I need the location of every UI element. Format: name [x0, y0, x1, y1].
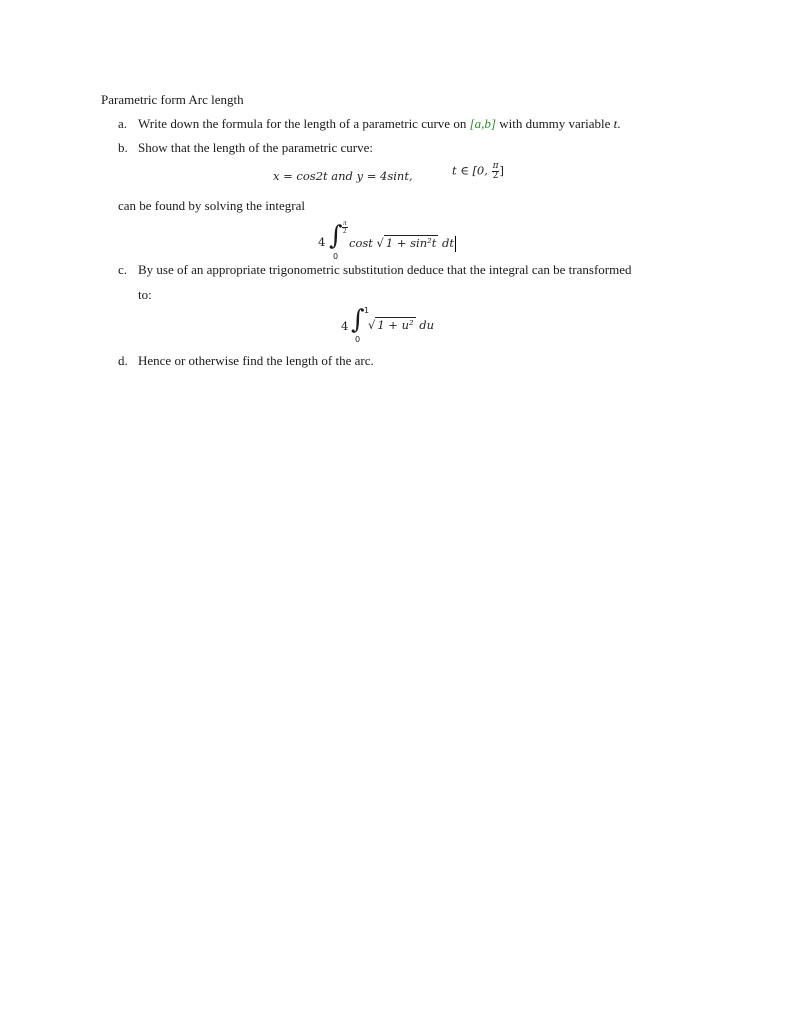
item-b-followup: can be found by solving the integral — [118, 198, 306, 213]
integral1-coefficient: 4 — [318, 235, 326, 249]
domain-suffix: ] — [499, 163, 504, 178]
item-c-marker: c. — [118, 262, 128, 277]
item-d-text: Hence or otherwise find the length of the arc. — [138, 353, 374, 368]
text-cursor — [455, 236, 456, 252]
domain-numerator: π — [492, 161, 499, 171]
integrand-cost: cost — [349, 236, 373, 250]
item-c-text-line1: By use of an appropriate trigonometric substitution deduce that the integral can be transformed — [138, 262, 632, 277]
integral2-coefficient: 4 — [341, 319, 349, 333]
integral1-upper-den: 2 — [343, 227, 347, 235]
item-a-end: . — [617, 116, 621, 131]
item-d-marker: d. — [118, 353, 128, 368]
parametric-equation: x = cos2t and y = 4sint, — [273, 169, 413, 183]
item-a-marker: a. — [118, 116, 128, 131]
integral1-radicand: 1 + sin²t — [385, 236, 437, 250]
parameter-domain — [452, 162, 504, 181]
item-a-text — [138, 116, 621, 132]
integral1-upper-num: π — [343, 219, 347, 227]
item-a-interval: [a,b] — [469, 116, 496, 131]
integral2-upper-limit: 1 — [364, 306, 370, 315]
sqrt-symbol: √ — [376, 236, 384, 250]
integral1-upper-limit — [342, 220, 348, 235]
item-a-text-after: with dummy variable — [495, 116, 614, 131]
page-heading: Parametric form Arc length — [101, 92, 244, 107]
sqrt-symbol: √ — [368, 318, 376, 332]
item-a-text-before: Write down the formula for the length of a parametric curve on — [138, 116, 470, 131]
integral2-integrand — [368, 318, 434, 332]
item-a-variable: t — [613, 116, 618, 131]
integral2-sign: ∫ — [351, 305, 365, 335]
integral1-differential: dt — [442, 236, 454, 250]
integral2-lower-limit: 0 — [355, 335, 361, 344]
item-b-marker: b. — [118, 140, 128, 155]
domain-prefix: t ∈ [0, — [452, 163, 492, 178]
item-b-text: Show that the length of the parametric curve: — [138, 140, 374, 155]
integral1-integrand — [349, 236, 456, 252]
integral2-radicand: 1 + u² — [377, 318, 414, 332]
integral2-differential: du — [419, 318, 435, 332]
domain-denominator: 2 — [492, 171, 499, 181]
item-c-text-line2: to: — [138, 287, 152, 302]
integral1-lower-limit: 0 — [333, 252, 339, 261]
integral1-sign: ∫ — [329, 221, 343, 251]
